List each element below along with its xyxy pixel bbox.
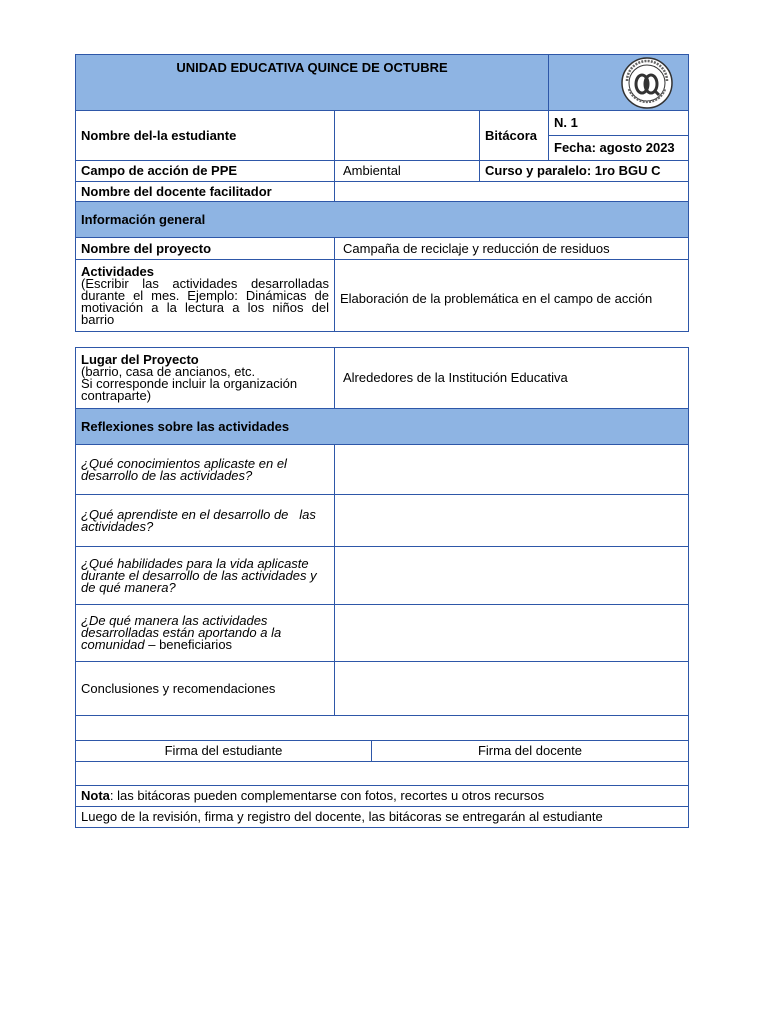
conclusions-label: Conclusiones y recomendaciones (76, 662, 335, 716)
bitacora-label: Bitácora (480, 111, 549, 161)
conclusions-field[interactable] (335, 662, 689, 716)
location-value: Alrededores de la Institución Educativa (335, 348, 689, 409)
logo-cell (549, 55, 689, 111)
course-label: Curso y paralelo: 1ro BGU C (480, 161, 689, 182)
reflections-table (75, 347, 689, 828)
signature-space-row (76, 762, 689, 786)
question-learning: ¿Qué aprendiste en el desarrollo de las actividades? (76, 495, 335, 547)
question-life-skills: ¿Qué habilidades para la vida aplicaste durante el desarrollo de las actividades y de qué manera? (76, 547, 335, 605)
activities-hint: (Escribir las actividades desarrolladas durante el mes. Ejemplo: Dinámicas de motivación a la lectura a los niños del barrio (81, 275, 329, 327)
answer-learning[interactable] (335, 495, 689, 547)
teacher-field[interactable] (335, 182, 689, 202)
question-community-italic: ¿De qué manera las actividades desarrolladas están aportando a la comunidad (81, 613, 282, 652)
note-label: Nota (81, 788, 110, 803)
question-community (76, 605, 335, 662)
general-info-heading: Información general (76, 202, 689, 238)
answer-knowledge[interactable] (335, 445, 689, 495)
activities-value: Elaboración de la problemática en el campo de acción (335, 260, 689, 332)
location-cell (76, 348, 335, 409)
note-row (76, 786, 689, 807)
location-hint-2: Si corresponde incluir la organización contraparte) (81, 376, 298, 403)
final-note: Luego de la revisión, firma y registro del docente, las bitácoras se entregarán al estudiante (76, 807, 689, 828)
location-hint-1: (barrio, casa de ancianos, etc. (81, 364, 256, 379)
location-label: Lugar del Proyecto (81, 352, 199, 367)
teacher-label: Nombre del docente facilitador (76, 182, 335, 202)
header-info-table (75, 54, 689, 332)
school-name: UNIDAD EDUCATIVA QUINCE DE OCTUBRE (76, 55, 549, 111)
answer-community[interactable] (335, 605, 689, 662)
activities-cell (76, 260, 335, 332)
bitacora-date: Fecha: agosto 2023 (549, 136, 689, 161)
ppe-label: Campo de acción de PPE (76, 161, 335, 182)
project-name-value: Campaña de reciclaje y reducción de residuos (335, 238, 689, 260)
question-knowledge: ¿Qué conocimientos aplicaste en el desarrollo de las actividades? (76, 445, 335, 495)
bitacora-number: N. 1 (549, 111, 689, 136)
spacer-row (76, 716, 689, 741)
note-text: : las bitácoras pueden complementarse con fotos, recortes u otros recursos (109, 788, 545, 803)
activities-label: Actividades (81, 263, 154, 279)
reflections-heading: Reflexiones sobre las actividades (76, 409, 689, 445)
school-seal-icon (619, 57, 675, 109)
student-name-field[interactable] (335, 111, 480, 161)
student-signature: Firma del estudiante (76, 741, 372, 762)
teacher-signature: Firma del docente (372, 741, 689, 762)
ppe-value: Ambiental (335, 161, 480, 182)
answer-life-skills[interactable] (335, 547, 689, 605)
student-name-label: Nombre del-la estudiante (76, 111, 335, 161)
question-community-plain: – beneficiarios (144, 637, 233, 652)
project-name-label: Nombre del proyecto (76, 238, 335, 260)
